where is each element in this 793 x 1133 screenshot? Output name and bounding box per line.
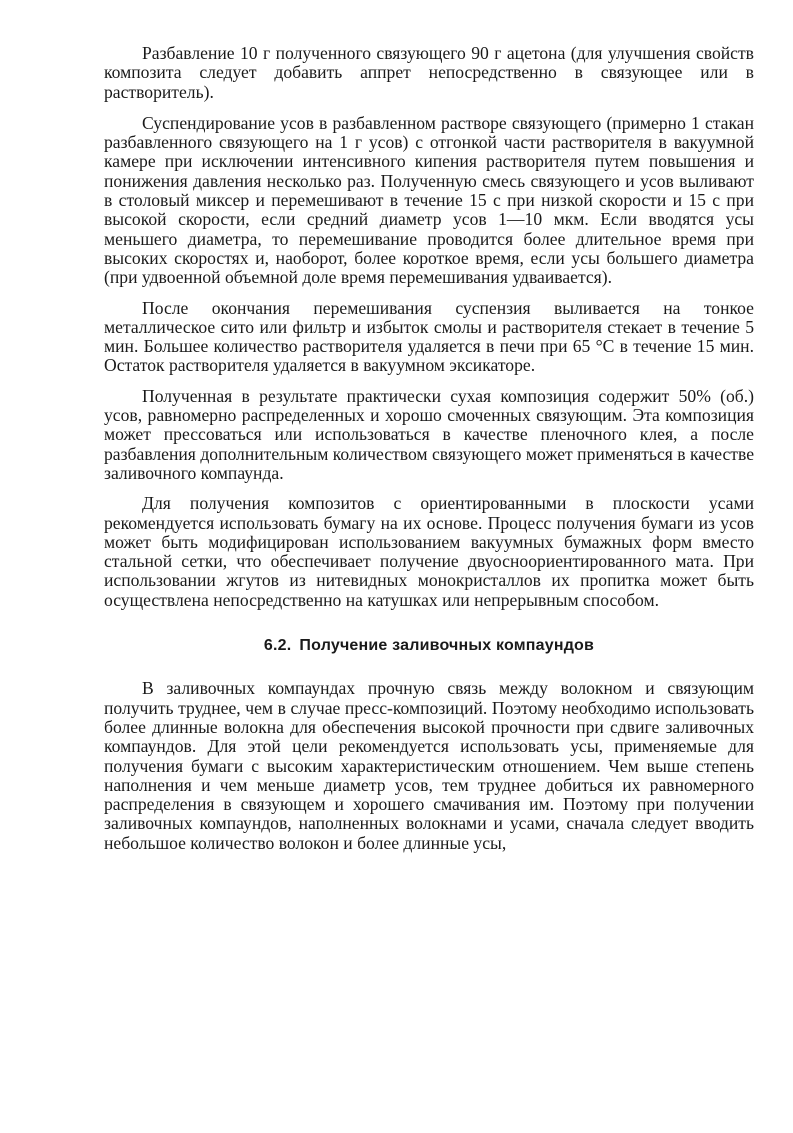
paragraph-dilution: Разбавление 10 г полученного связующего 90 г ацетона (для улучшения свойств композита следует добавить аппрет непосредственно в связующее или в растворитель).: [104, 43, 754, 102]
section-title: Получение заливочных компаундов: [299, 637, 595, 655]
paragraph-oriented-composites: Для получения композитов с ориентированными в плоскости усами рекомендуется использовать бумагу на их основе. Процесс получения бумаги из усов может быть модифицирован использованием вакуумных бумажных форм вместо стальной сетки, что обеспечивает получение двуосноориентированного мата. При использовании жгутов из нитевидных монокристаллов их пропитка может быть осуществлена непосредственно на катушках или непрерывным способом.: [104, 493, 754, 610]
document-page: [104, 44, 754, 864]
paragraph-drying: После окончания перемешивания суспензия выливается на тонкое металлическое сито или фильтр и избыток смолы и растворителя стекает в течение 5 мин. Большее количество растворителя удаляется в печи при 65 °C в течение 15 мин. Остаток растворителя удаляется в вакуумном эксикаторе.: [104, 297, 754, 376]
paragraph-potting-compounds: В заливочных компаундах прочную связь между волокном и связующим получить труднее, чем в случае пресс-композиций. Поэтому необходимо использовать более длинные волокна для обеспечения высокой прочности при сдвиге заливочных компаундов. Для этой цели рекомендуется использовать усы, применяемые для получения бумаги с высоким характеристическим отношением. Чем выше степень наполнения и чем меньше диаметр усов, тем труднее добиться их равномерного распределения в связующем и хорошего смачивания им. Поэтому при получении заливочных компаундов, наполненных волокнами и усами, сначала следует вводить небольшое количество волокон и более длинные усы,: [104, 678, 754, 853]
paragraph-composition: Полученная в результате практически сухая композиция содержит 50% (об.) усов, равномерно распределенных и хорошо смоченных связующим. Эта композиция может прессоваться или использоваться в качестве пленочного клея, а после разбавления дополнительным количеством связующего может применяться в качестве заливочного компаунда.: [104, 385, 754, 483]
paragraph-suspension: Суспендирование усов в разбавленном растворе связующего (примерно 1 стакан разбавленного связующего на 1 г усов) с отгонкой части растворителя в вакуумной камере при исключении интенсивного кипения растворителя путем повышения и понижения давления несколько раз. Полученную смесь связующего и усов выливают в столовый миксер и перемешивают в течение 15 с при низкой скорости и 15 с при высокой скорости, если средний диаметр усов 1—10 мкм. Если вводятся усы меньшего диаметра, то перемешивание проводится более длительное время при высоких скоростях и, наоборот, более короткое время, если усы большего диаметра (при удвоенной объемной доле время перемешивания удваивается).: [104, 112, 754, 288]
section-heading: [104, 636, 754, 655]
section-number: 6.2.: [263, 637, 292, 655]
